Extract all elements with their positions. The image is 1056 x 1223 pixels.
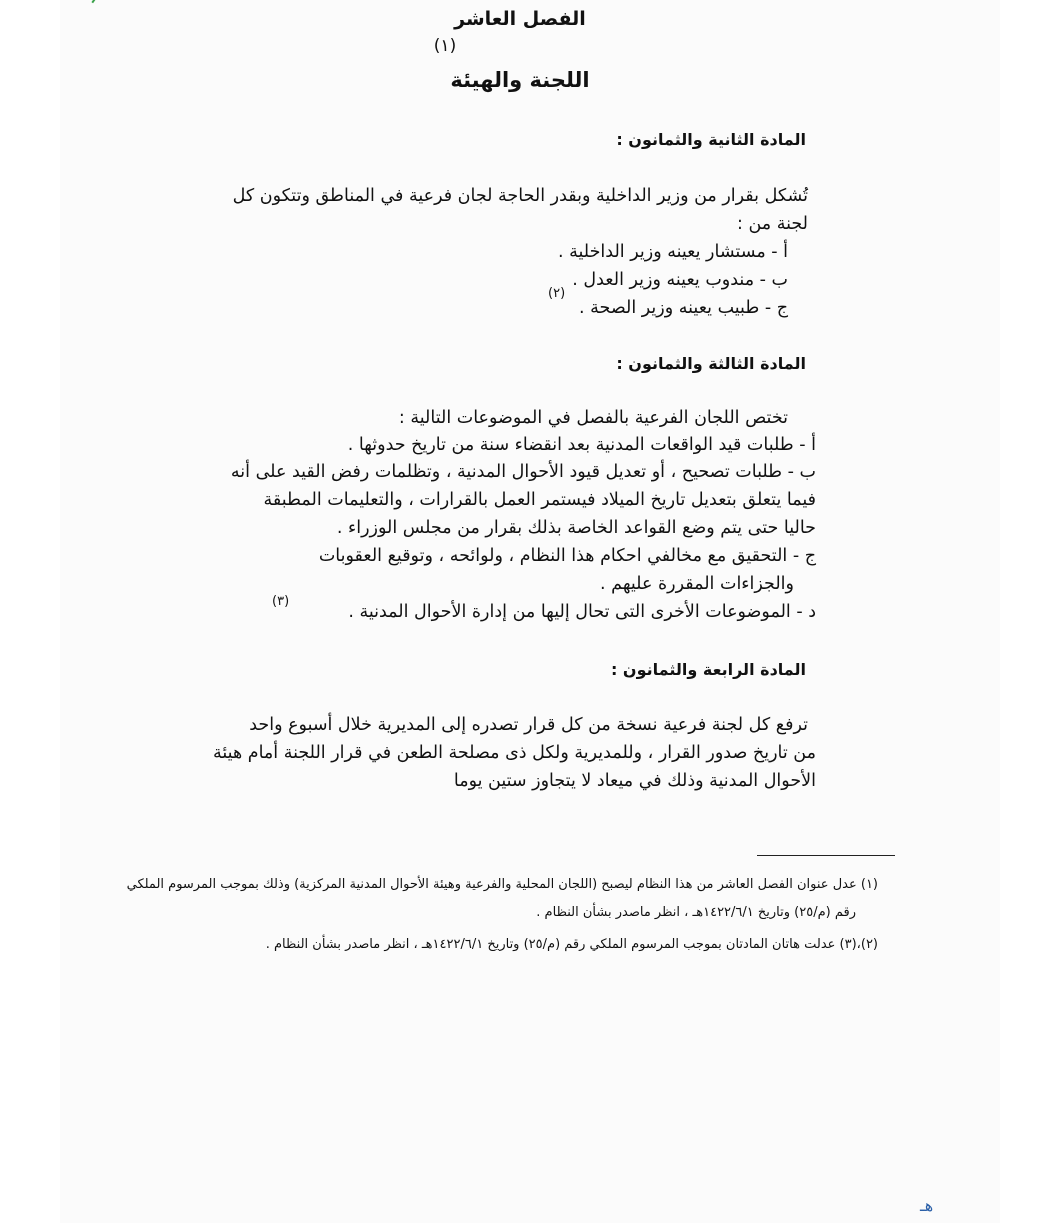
article-83-line: أ - طلبات قيد الواقعات المدنية بعد انقضاء سنة من تاريخ حدوثها . — [347, 435, 816, 455]
article-82-line: ج - طبيب يعينه وزير الصحة . — [579, 298, 788, 318]
chapter-note-ref: (١) — [433, 36, 457, 56]
article-83-line: د - الموضوعات الأخرى التى تحال إليها من إدارة الأحوال المدنية . — [348, 602, 816, 622]
article-83-line: تختص اللجان الفرعية بالفصل في الموضوعات التالية : — [398, 408, 788, 428]
article-82-line: ب - مندوب يعينه وزير العدل . — [572, 270, 788, 290]
footnote-line: (٢)،(٣) عدلت هاتان المادتان بموجب المرسوم الملكي رقم (م/٢٥) وتاريخ ١٤٢٢/٦/١هـ ، انظر ماصدر بشأن النظام . — [265, 937, 878, 952]
article-83-heading: المادة الثالثة والثمانون : — [616, 354, 806, 373]
chapter-title: الفصل العاشر — [454, 8, 586, 30]
article-83-line: ج - التحقيق مع مخالفي احكام هذا النظام ، ولوائحه ، وتوقيع العقوبات — [318, 546, 816, 566]
article-82-line: لجنة من : — [736, 214, 808, 234]
footnote-divider — [757, 855, 895, 856]
article-83-line: فيما يتعلق بتعديل تاريخ الميلاد فيستمر العمل بالقرارات ، والتعليمات المطبقة — [263, 490, 816, 510]
article-83-line: والجزاءات المقررة عليهم . — [600, 574, 794, 594]
footnote-line: رقم (م/٢٥) وتاريخ ١٤٢٢/٦/١هـ ، انظر ماصدر بشأن النظام . — [536, 905, 856, 920]
article-82-line: تُشكل بقرار من وزير الداخلية وبقدر الحاجة لجان فرعية في المناطق وتتكون كل — [232, 186, 808, 206]
article-84-line: الأحوال المدنية وذلك في ميعاد لا يتجاوز ستين يوما — [453, 771, 816, 791]
article-83-note-ref: (٣) — [272, 594, 290, 609]
article-83-line: حاليا حتى يتم وضع القواعد الخاصة بذلك بقرار من مجلس الوزراء . — [336, 518, 816, 538]
article-83-line: ب - طلبات تصحيح ، أو تعديل قيود الأحوال المدنية ، وتظلمات رفض القيد على أنه — [230, 462, 816, 482]
article-82-heading: المادة الثانية والثمانون : — [616, 130, 806, 149]
article-84-heading: المادة الرابعة والثمانون : — [610, 660, 806, 679]
article-82-note-ref: (٢) — [548, 286, 566, 301]
chapter-subtitle: اللجنة والهيئة — [450, 68, 590, 92]
article-84-line: ترفع كل لجنة فرعية نسخة من كل قرار تصدره إلى المديرية خلال أسبوع واحد — [249, 715, 808, 735]
page-mark: هـ — [920, 1196, 934, 1215]
footnote-line: (١) عدل عنوان الفصل العاشر من هذا النظام ليصبح (اللجان المحلية والفرعية وهيئة الأحوال المدنية المركزية) وذلك بموجب المرسوم الملكي — [126, 877, 878, 892]
article-84-line: من تاريخ صدور القرار ، وللمديرية ولكل ذى مصلحة الطعن في قرار اللجنة أمام هيئة — [213, 743, 816, 763]
article-82-line: أ - مستشار يعينه وزير الداخلية . — [558, 242, 788, 262]
